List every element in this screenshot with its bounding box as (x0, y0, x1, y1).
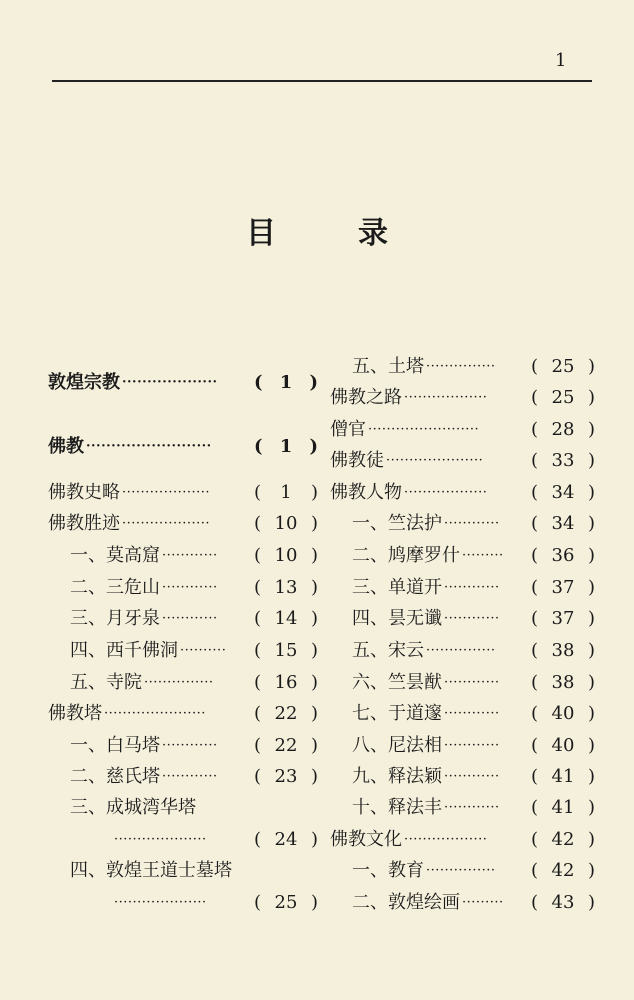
toc-page-number: ( 14 ) (254, 608, 318, 629)
toc-page-number: ( 23 ) (254, 766, 318, 787)
toc-leader-dots: ·················· (404, 485, 488, 500)
toc-entry-label: 九、释法颖 (352, 766, 442, 787)
toc-leader-dots: ············ (444, 738, 500, 753)
toc-entry[interactable] (330, 354, 595, 380)
toc-page-number: ( 34 ) (531, 513, 595, 534)
toc-leader-dots: ········· (462, 895, 504, 910)
toc-entry-label: 佛教塔 (48, 703, 102, 724)
toc-entry[interactable] (48, 606, 318, 632)
toc-entry[interactable] (330, 858, 595, 884)
toc-entry[interactable] (330, 606, 595, 632)
toc-page-number: ( 36 ) (531, 545, 595, 566)
toc-entry-label: 一、白马塔 (70, 735, 160, 756)
toc-entry-label: 四、西千佛洞 (70, 640, 178, 661)
toc-leader-dots: ············ (162, 611, 218, 626)
toc-entry[interactable] (48, 638, 318, 664)
toc-entry-label: 佛教史略 (48, 482, 120, 503)
toc-entry-label: 僧官 (330, 419, 366, 440)
toc-entry[interactable] (330, 795, 595, 821)
toc-leader-dots: ·········· (180, 643, 227, 658)
toc-page-number: ( 41 ) (531, 766, 595, 787)
header-rule (52, 80, 592, 82)
toc-leader-dots: ··············· (426, 359, 496, 374)
toc-page-number: ( 38 ) (531, 640, 595, 661)
toc-page-number: ( 25 ) (254, 892, 318, 913)
toc-page-number: ( 34 ) (531, 482, 595, 503)
toc-leader-dots: ··················· (122, 485, 211, 500)
toc-entry[interactable] (48, 575, 318, 601)
toc-leader-dots: ··············· (426, 863, 496, 878)
toc-entry-label: 四、昙无谶 (352, 608, 442, 629)
toc-entry-label: 二、三危山 (70, 577, 160, 598)
toc-entry-label: 敦煌宗教 (48, 372, 120, 393)
toc-page-number: ( 10 ) (254, 545, 318, 566)
toc-entry[interactable] (330, 827, 595, 853)
toc-title-char-2: 录 (358, 216, 388, 251)
toc-page-number: ( 15 ) (254, 640, 318, 661)
toc-page-number: ( 28 ) (531, 419, 595, 440)
toc-entry-label: 佛教之路 (330, 387, 402, 408)
toc-entry[interactable] (48, 827, 318, 853)
toc-title-char-1: 目 (246, 216, 276, 251)
toc-page-number: ( 22 ) (254, 703, 318, 724)
toc-page-number: ( 37 ) (531, 577, 595, 598)
toc-entry[interactable] (330, 670, 595, 696)
toc-leader-dots: ······················ (104, 706, 206, 721)
toc-entry[interactable] (330, 417, 595, 443)
page-number: 1 (555, 50, 567, 71)
toc-leader-dots: ························ (368, 422, 480, 437)
toc-page-number: ( 25 ) (531, 356, 595, 377)
toc-entry-label: 佛教人物 (330, 482, 402, 503)
toc-entry-label: 五、寺院 (70, 672, 142, 693)
toc-entry-label: 一、竺法护 (352, 513, 442, 534)
toc-leader-dots: ····················· (386, 453, 484, 468)
toc-entry[interactable] (330, 733, 595, 759)
toc-page-number: ( 1 ) (254, 482, 318, 503)
toc-page-number: ( 13 ) (254, 577, 318, 598)
toc-page-number: ( 37 ) (531, 608, 595, 629)
toc-leader-dots: ···················· (114, 895, 207, 910)
toc-title (0, 208, 634, 252)
toc-entry-label: 佛教 (48, 436, 84, 457)
toc-leader-dots: ·················· (404, 390, 488, 405)
toc-entry[interactable] (48, 543, 318, 569)
toc-entry-label: 二、鸠摩罗什 (352, 545, 460, 566)
toc-entry[interactable] (330, 543, 595, 569)
toc-entry[interactable] (48, 670, 318, 696)
toc-entry-label: 三、成城湾华塔 (70, 797, 196, 818)
toc-leader-dots: ············ (444, 769, 500, 784)
toc-entry-label: 二、慈氏塔 (70, 766, 160, 787)
toc-entry[interactable] (330, 511, 595, 537)
toc-entry-label: 佛教文化 (330, 829, 402, 850)
toc-leader-dots: ························· (86, 439, 212, 454)
toc-leader-dots: ············ (444, 800, 500, 815)
toc-entry-label: 五、宋云 (352, 640, 424, 661)
toc-page-number: ( 40 ) (531, 735, 595, 756)
toc-entry-label: 六、竺昙猷 (352, 672, 442, 693)
toc-entry-label: 佛教胜迹 (48, 513, 120, 534)
toc-entry-label: 十、释法丰 (352, 797, 442, 818)
toc-entry[interactable] (48, 701, 318, 727)
toc-entry[interactable] (48, 434, 318, 460)
toc-leader-dots: ··············· (426, 643, 496, 658)
toc-entry-label: 八、尼法相 (352, 735, 442, 756)
toc-leader-dots: ··················· (122, 516, 211, 531)
toc-entry[interactable] (48, 890, 318, 916)
toc-leader-dots: ·················· (404, 832, 488, 847)
toc-page-number: ( 10 ) (254, 513, 318, 534)
toc-leader-dots: ············ (444, 706, 500, 721)
toc-leader-dots: ············ (444, 675, 500, 690)
toc-entry[interactable] (330, 890, 595, 916)
toc-leader-dots: ············ (162, 580, 218, 595)
toc-leader-dots: ············ (162, 769, 218, 784)
toc-page-number: ( 42 ) (531, 860, 595, 881)
toc-page-number: ( 40 ) (531, 703, 595, 724)
toc-page-number: ( 41 ) (531, 797, 595, 818)
toc-entry[interactable] (330, 764, 595, 790)
toc-entry-label: 佛教徒 (330, 450, 384, 471)
toc-entry-label: 一、教育 (352, 860, 424, 881)
toc-page-number: ( 43 ) (531, 892, 595, 913)
toc-leader-dots: ············ (444, 516, 500, 531)
toc-entry[interactable] (330, 385, 595, 411)
toc-leader-dots: ············ (444, 611, 500, 626)
toc-leader-dots: ··················· (122, 375, 218, 390)
toc-entry[interactable] (48, 370, 318, 396)
toc-entry[interactable] (48, 795, 318, 821)
toc-entry-label: 二、敦煌绘画 (352, 892, 460, 913)
toc-entry-label: 四、敦煌王道士墓塔 (70, 860, 232, 881)
toc-page-number: ( 1 ) (254, 372, 318, 393)
toc-entry[interactable] (330, 480, 595, 506)
toc-entry[interactable] (330, 575, 595, 601)
toc-entry-label: 三、单道开 (352, 577, 442, 598)
toc-leader-dots: ···················· (114, 832, 207, 847)
toc-entry[interactable] (48, 733, 318, 759)
toc-entry[interactable] (48, 764, 318, 790)
toc-page-number: ( 16 ) (254, 672, 318, 693)
toc-page-number: ( 33 ) (531, 450, 595, 471)
toc-entry[interactable] (48, 480, 318, 506)
toc-leader-dots: ··············· (144, 675, 214, 690)
toc-entry-label: 一、莫高窟 (70, 545, 160, 566)
toc-entry-label: 七、于道邃 (352, 703, 442, 724)
toc-page-number: ( 22 ) (254, 735, 318, 756)
toc-entry[interactable] (48, 511, 318, 537)
toc-entry[interactable] (330, 701, 595, 727)
toc-entry-label: 五、土塔 (352, 356, 424, 377)
toc-page-number: ( 42 ) (531, 829, 595, 850)
toc-entry[interactable] (48, 858, 318, 884)
toc-entry[interactable] (330, 638, 595, 664)
toc-page-number: ( 25 ) (531, 387, 595, 408)
toc-page-number: ( 24 ) (254, 829, 318, 850)
toc-leader-dots: ············ (444, 580, 500, 595)
toc-entry-label: 三、月牙泉 (70, 608, 160, 629)
toc-page-number: ( 1 ) (254, 436, 318, 457)
toc-leader-dots: ········· (462, 548, 504, 563)
toc-entry[interactable] (330, 448, 595, 474)
toc-leader-dots: ············ (162, 548, 218, 563)
toc-page-number: ( 38 ) (531, 672, 595, 693)
toc-leader-dots: ············ (162, 738, 218, 753)
